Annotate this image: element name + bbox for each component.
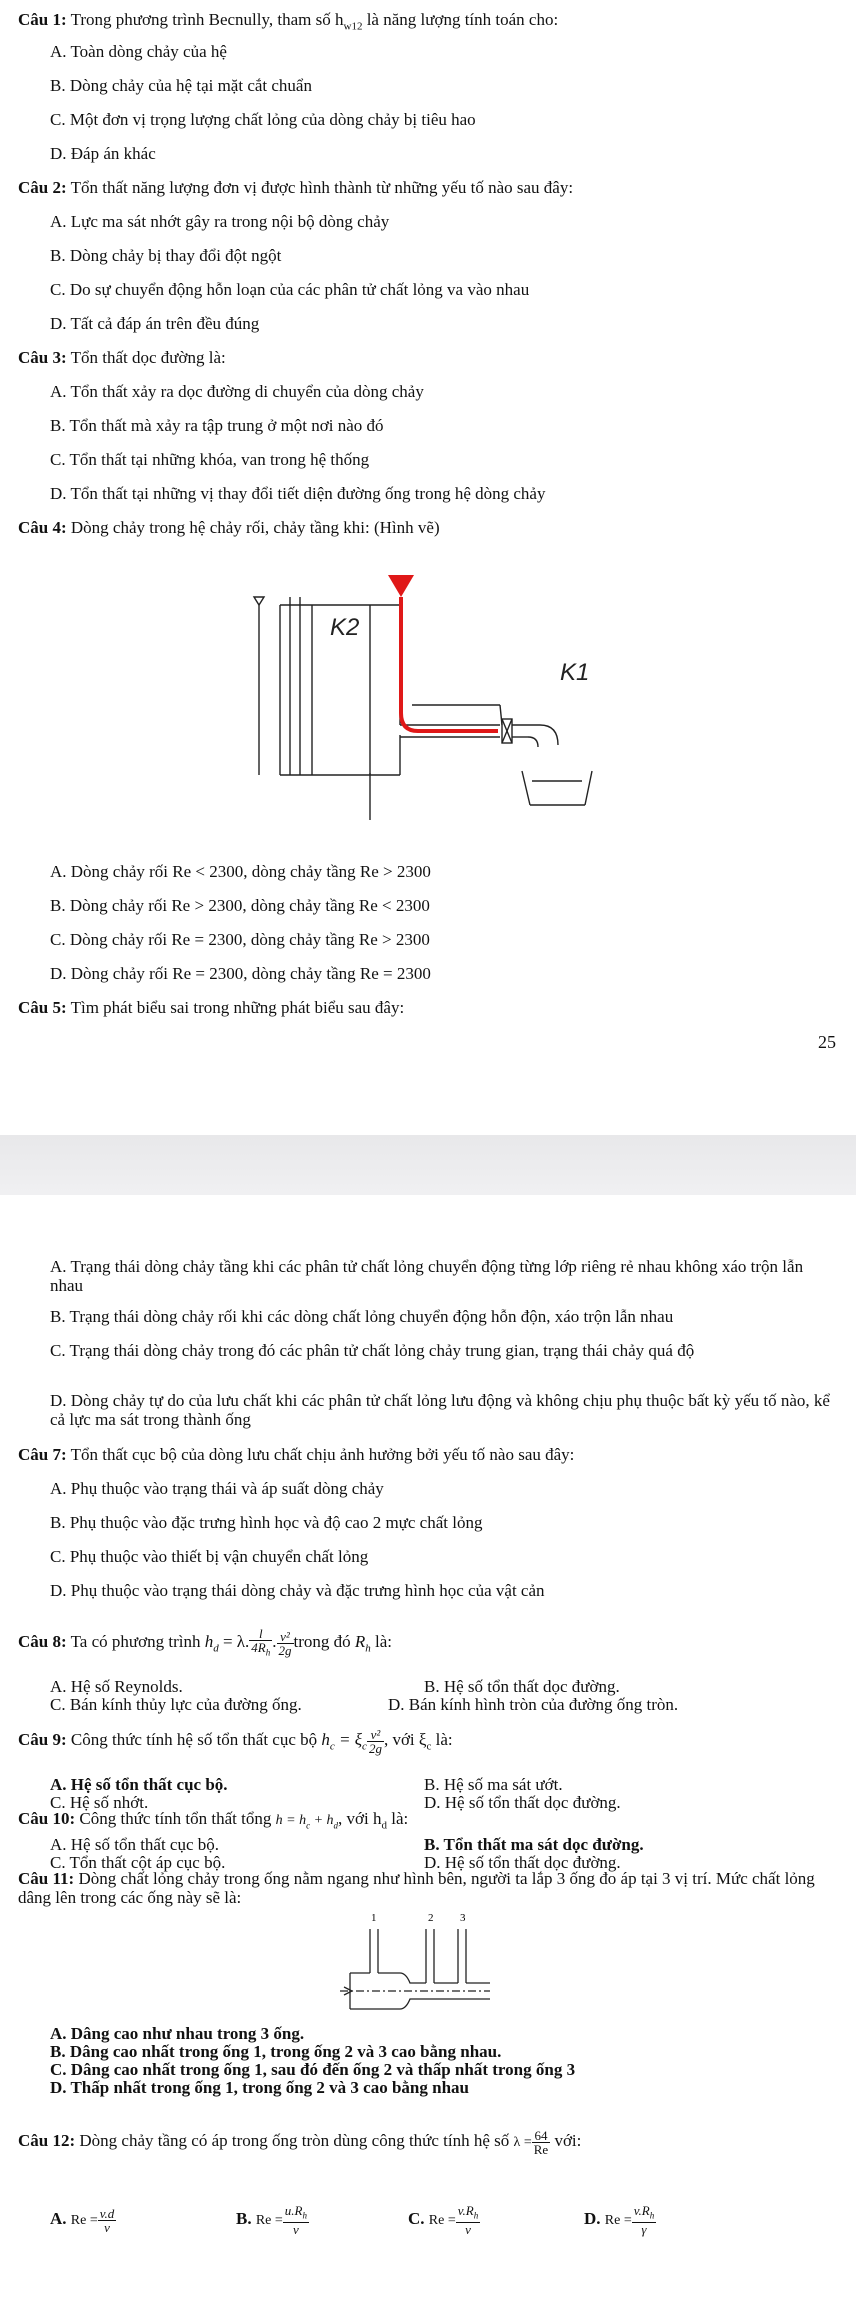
subscript: d [381, 1819, 387, 1832]
option-b: B. Hệ số tổn thất dọc đường. [424, 1677, 620, 1696]
question-text: là năng lượng tính toán cho: [362, 10, 559, 29]
denominator: 4R [251, 1640, 266, 1655]
option-a: A. Lực ma sát nhớt gây ra trong nội bộ dòng chảy [50, 212, 390, 231]
formula-symbol: + h [310, 1813, 334, 1828]
denominator: ν [293, 2222, 299, 2238]
subscript: c [329, 1740, 335, 1753]
formula-symbol: h [321, 1730, 330, 1749]
question-text: Tổn thất dọc đường là: [66, 348, 226, 367]
question-text: Công thức tính tổn thất tổng [75, 1809, 272, 1828]
numerator: v.R [633, 2202, 650, 2218]
fraction [532, 2129, 550, 2156]
formula-symbol: λ = [513, 2135, 532, 2150]
option-d: D. Hệ số tổn thất dọc đường. [424, 1853, 621, 1872]
option-d: D. Đáp án khác [50, 144, 156, 163]
option-a: A. Hệ số tổn thất cục bộ. [50, 1775, 228, 1794]
subscript: w12 [343, 20, 363, 33]
question-text: Tổn thất cục bộ của dòng lưu chất chịu ảnh hưởng bởi yếu tố nào sau đây: [66, 1445, 575, 1464]
denominator: γ [641, 2222, 647, 2238]
denominator: ν [104, 2219, 110, 2235]
option-d: D. Tất cả đáp án trên đều đúng [50, 314, 260, 333]
formula-symbol: h = h [275, 1813, 307, 1828]
question-text: Công thức tính hệ số tổn thất cục bộ [66, 1730, 318, 1749]
option-d: D. Dòng chảy tự do của lưu chất khi các phân tử chất lỏng lưu động và không chịu phụ thuộc bất kỳ yếu tố nào, kể cả lực ma sát trong thành ống [50, 1391, 830, 1429]
option-c: C. Tổn thất cột áp cục bộ. [50, 1853, 226, 1872]
fraction [456, 2204, 481, 2237]
option-label: A. [50, 2209, 67, 2228]
formula-symbol: Re = [604, 2213, 632, 2228]
question-9 [18, 1725, 453, 1761]
option-b: B. Trạng thái dòng chảy rối khi các dòng chất lỏng chuyển động hỗn độn, xáo trộn lẫn nhau [50, 1307, 674, 1326]
question-text: , với ξ [383, 1730, 427, 1749]
denominator: 2g [278, 1642, 292, 1658]
fraction [277, 1630, 294, 1657]
option-b [236, 2203, 309, 2237]
option-b: B. Dòng chảy của hệ tại mặt cắt chuẩn [50, 76, 312, 95]
question-12 [18, 2125, 581, 2159]
option-d: D. Thấp nhất trong ống 1, trong ống 2 và 3 cao bằng nhau [50, 2078, 469, 2097]
numerator: v² [277, 1630, 294, 1644]
question-3 [18, 348, 226, 368]
option-label: B. [236, 2209, 252, 2228]
subscript: h [265, 1647, 271, 1658]
option-b: B. Phụ thuộc vào đặc trưng hình học và độ cao 2 mực chất lỏng [50, 1513, 483, 1532]
tube-label-3: 3 [460, 1912, 466, 1924]
tube-label-2: 2 [428, 1912, 434, 1924]
option-d: D. Hệ số tổn thất dọc đường. [424, 1793, 621, 1812]
option-c: C. Hệ số nhớt. [50, 1793, 149, 1812]
fraction [632, 2204, 657, 2237]
question-text: Tổn thất năng lượng đơn vị được hình thành từ những yếu tố nào sau đây: [66, 178, 574, 197]
question-label: Câu 10: [18, 1809, 76, 1828]
numerator: v² [367, 1728, 384, 1742]
numerator: u.R [284, 2202, 303, 2218]
question-8: Câu 8: Ta có phương trình $h_d = \lambda$. $\frac{l}{4R_h}$ . $\frac{\text{v²}}{2g}$ trong đó $R_h$ là: [18, 1626, 393, 1658]
page-gap [0, 1135, 856, 1195]
option-a: A. Dâng cao như nhau trong 3 ống. [50, 2024, 305, 2043]
option-b: B. Dòng chảy rối Re > 2300, dòng chảy tầng Re < 2300 [50, 896, 430, 915]
formula-symbol: h [204, 1632, 214, 1652]
option-a: A. Dòng chảy rối Re < 2300, dòng chảy tầng Re > 2300 [50, 862, 431, 881]
question-7 [18, 1445, 574, 1465]
question-5 [18, 998, 404, 1018]
question-10 [18, 1809, 408, 1835]
fraction [249, 1627, 272, 1660]
option-c: C. Một đơn vị trọng lượng chất lỏng của dòng chảy bị tiêu hao [50, 110, 476, 129]
question-11 [18, 1869, 848, 1907]
question-text: Ta có phương trình [66, 1632, 201, 1652]
option-d: D. Phụ thuộc vào trạng thái dòng chảy và đặc trưng hình học của vật cản [50, 1581, 545, 1600]
formula-symbol: = ξ [334, 1730, 363, 1749]
denominator: 2g [368, 1740, 382, 1756]
question-2 [18, 178, 573, 198]
option-b: B. Tổn thất mà xảy ra tập trung ở một nơi nào đó [50, 416, 384, 435]
tube-label-1: 1 [371, 1912, 377, 1924]
option-c: C. Do sự chuyển động hỗn loạn của các phân tử chất lỏng va vào nhau [50, 280, 530, 299]
subscript: c [426, 1740, 432, 1753]
formula-symbol: Re = [70, 2213, 98, 2228]
page-number: 25 [818, 1032, 836, 1052]
question-label: Câu 8: [18, 1632, 67, 1652]
option-c: C. Phụ thuộc vào thiết bị vận chuyển chất lỏng [50, 1547, 369, 1566]
question-label: Câu 3: [18, 348, 67, 367]
option-d: D. Dòng chảy rối Re = 2300, dòng chảy tầng Re = 2300 [50, 964, 431, 983]
option-a: A. Trạng thái dòng chảy tầng khi các phân tử chất lỏng chuyển động từng lớp riêng rẻ nhau không xáo trộn lẫn nhau [50, 1257, 804, 1295]
option-b: B. Dòng chảy bị thay đổi đột ngột [50, 246, 282, 265]
reynolds-experiment-figure [240, 575, 620, 830]
k2-label: K2 [330, 614, 360, 641]
question-label: Câu 12: [18, 2131, 76, 2150]
option-a: A. Toàn dòng chảy của hệ [50, 42, 227, 61]
k1-label: K1 [560, 659, 590, 686]
question-label: Câu 7: [18, 1445, 67, 1464]
option-d: D. Tổn thất tại những vị thay đổi tiết diện đường ống trong hệ dòng chảy [50, 484, 546, 503]
option-c: C. Tổn thất tại những khóa, van trong hệ thống [50, 450, 370, 469]
question-text: là: [370, 1632, 393, 1652]
question-label: Câu 11: [18, 1869, 75, 1888]
option-d: D. Bán kính hình tròn của đường ống tròn. [388, 1695, 679, 1714]
subscript: h [365, 1642, 371, 1655]
question-label: Câu 2: [18, 178, 67, 197]
document-page-1 [0, 0, 856, 1135]
option-b: B. Dâng cao nhất trong ống 1, trong ống 2 và 3 cao bằng nhau. [50, 2042, 502, 2061]
question-label: Câu 5: [18, 998, 67, 1017]
subscript: h [649, 2210, 655, 2221]
subscript: d [213, 1642, 219, 1655]
subscript: h [473, 2210, 479, 2221]
option-c: C. Dòng chảy rối Re = 2300, dòng chảy tầng Re > 2300 [50, 930, 430, 949]
question-text: là: [431, 1730, 453, 1749]
question-1 [18, 10, 558, 36]
option-a: A. Hệ số Reynolds. [50, 1677, 183, 1696]
formula-symbol: R [354, 1632, 366, 1652]
numerator: 64 [532, 2129, 550, 2143]
question-label: Câu 1: [18, 10, 67, 29]
option-c: C. Bán kính thủy lực của đường ống. [50, 1695, 302, 1714]
question-text: là: [387, 1809, 409, 1828]
document-page-2 [0, 1195, 856, 2308]
numerator: l [249, 1627, 272, 1641]
piezometer-pipe-figure [340, 1911, 500, 2021]
question-label: Câu 9: [18, 1730, 67, 1749]
option-label: C. [408, 2209, 425, 2228]
option-a: A. Hệ số tổn thất cục bộ. [50, 1835, 220, 1854]
option-d [584, 2203, 656, 2237]
subscript: c [306, 1820, 311, 1831]
option-b: B. Tổn thất ma sát dọc đường. [424, 1835, 644, 1854]
option-c: C. Dâng cao nhất trong ống 1, sau đó đến ống 2 và thấp nhất trong ống 3 [50, 2060, 576, 2079]
question-text: Dòng chảy tầng có áp trong ống tròn dùng công thức tính hệ số [75, 2131, 510, 2150]
option-a: A. Tổn thất xảy ra dọc đường di chuyển của dòng chảy [50, 382, 424, 401]
option-c: C. Trạng thái dòng chảy trong đó các phân tử chất lỏng chảy trung gian, trạng thái chảy quá độ [50, 1341, 695, 1360]
subscript: d [333, 1820, 339, 1831]
fraction [283, 2204, 309, 2237]
question-text: Dòng chất lỏng chảy trong ống nằm ngang như hình bên, người ta lắp 3 ống đo áp tại 3 vị trí. Mức chất lỏng dâng lên trong các ống này sẽ là: [18, 1869, 815, 1907]
formula-symbol: Re = [255, 2213, 283, 2228]
option-c [408, 2203, 480, 2237]
question-4 [18, 518, 440, 538]
question-text: Dòng chảy trong hệ chảy rối, chảy tầng khi: (Hình vẽ) [66, 518, 440, 537]
option-b: B. Hệ số ma sát ướt. [424, 1775, 563, 1794]
option-a [50, 2203, 116, 2237]
question-text: , với h [338, 1809, 382, 1828]
subscript: c [362, 1740, 367, 1753]
denominator: ν [465, 2222, 471, 2238]
option-label: D. [584, 2209, 601, 2228]
option-a: A. Phụ thuộc vào trạng thái và áp suất dòng chảy [50, 1479, 384, 1498]
fraction [367, 1728, 384, 1755]
question-text: Trong phương trình Becnully, tham số h [66, 10, 344, 29]
formula-symbol: = λ. [218, 1632, 250, 1652]
formula-symbol: Re = [428, 2213, 456, 2228]
question-text: trong đó [293, 1632, 351, 1652]
question-text: Tìm phát biểu sai trong những phát biểu sau đây: [66, 998, 405, 1017]
question-text: với: [554, 2131, 582, 2150]
denominator: Re [533, 2141, 549, 2157]
numerator: v.R [457, 2202, 474, 2218]
subscript: h [302, 2210, 307, 2221]
numerator: v.d [99, 2205, 115, 2221]
fraction [98, 2207, 117, 2234]
question-label: Câu 4: [18, 518, 67, 537]
